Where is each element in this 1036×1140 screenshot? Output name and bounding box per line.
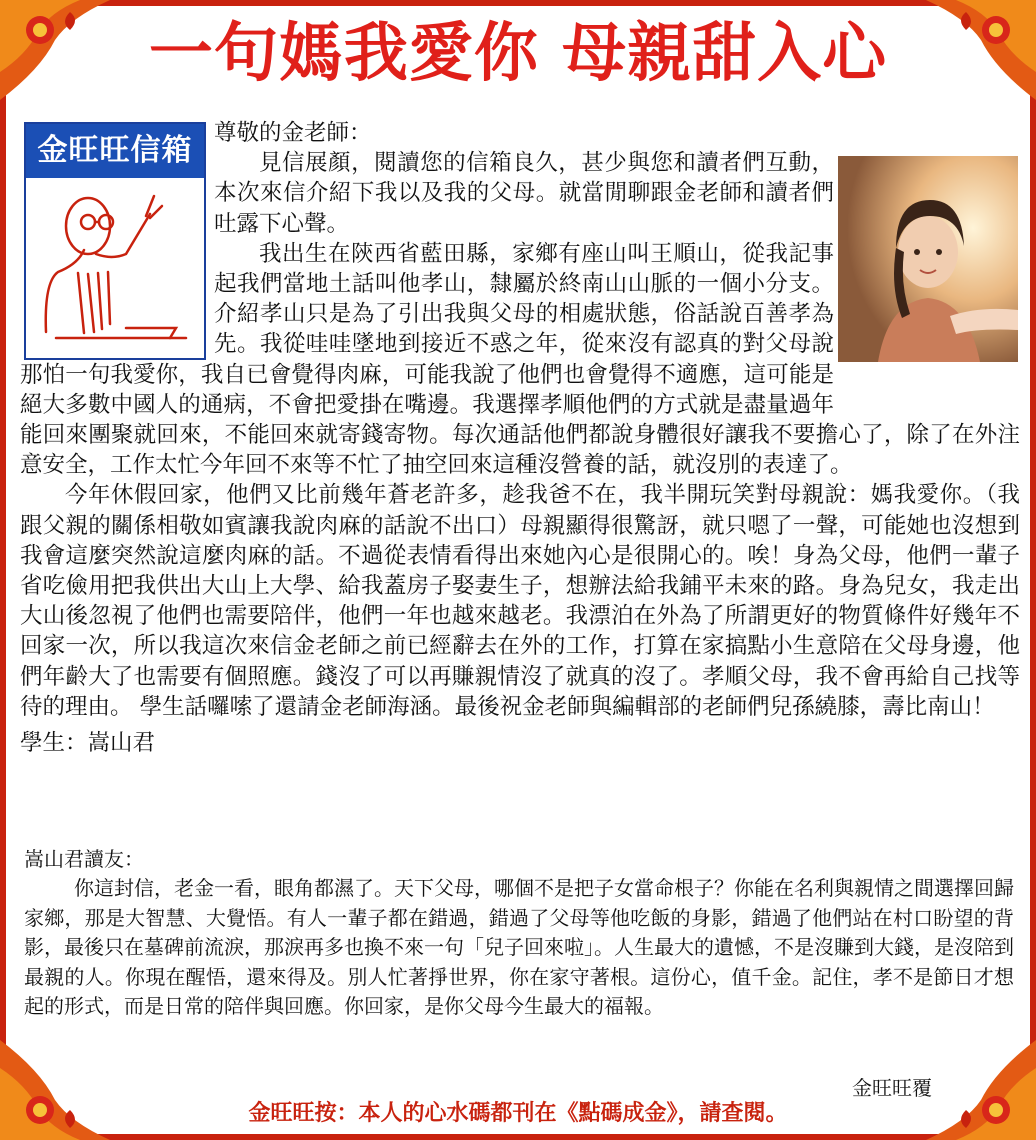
letter-paragraph: 見信展顏，閱讀您的信箱良久，甚少與您和讀者們互動，本次來信介紹下我以及我的父母。就當閒聊跟金老師和讀者們吐露下心聲。 [214, 150, 834, 237]
columnist-reply [24, 845, 1014, 1021]
letter-salutation: 尊敬的金老師： [214, 120, 372, 146]
headline: 一句媽我愛你 母親甜入心 [148, 17, 888, 91]
footer-note: 金旺旺按：本人的心水碼都刊在《點碼成金》，請查閱。 [248, 1101, 788, 1126]
reply-salutation: 嵩山君讀友： [24, 847, 144, 871]
letter-signature: 學生：嵩山君 [20, 730, 156, 757]
letter-paragraph: 我出生在陝西省藍田縣，家鄉有座山叫王順山，從我記事起我們當地土話叫他孝山，隸屬於終南山山脈的一個小分支。介紹孝山只是為了引出我與父母的相處狀態，俗話說百善孝為先。我從哇哇墜地到接近不惑之年，從來沒有認真的對父母說那怕一句我愛你，我自已會覺得肉麻，可能我說了他們也會覺得不適應，這可能是絕大多數中國人的通病，不會把愛掛在嘴邊。我選擇孝順他們的方式就是盡量過年能回來團聚就回來，不能回來就寄錢寄物。每次通話他們都說身體很好讓我不要擔心了，除了在外注意安全，工作太忙今年回不來等不忙了抽空回來這種沒營養的話，就沒別的表達了。 [20, 240, 1020, 479]
reply-body: 你這封信，老金一看，眼角都濕了。天下父母，哪個不是把子女當命根子？你能在名利與親情之間選擇回歸家鄉，那是大智慧、大覺悟。有人一輩子都在錯過，錯過了父母等他吃飯的身影，錯過了他們站在村口盼望的背影，最後只在墓碑前流淚，那淚再多也換不來一句「兒子回來啦」。人生最大的遺憾，不是沒賺到大錢，是沒陪到最親的人。你現在醒悟，還來得及。別人忙著掙世界，你在家守著根。這份心，值千金。記住，孝不是節日才想起的形式，而是日常的陪伴與回應。你回家，是你父母今生最大的福報。 [24, 876, 1014, 1019]
mailbox-title: 金旺旺信箱 [26, 124, 204, 178]
letter-paragraph: 今年休假回家，他們又比前幾年蒼老許多，趁我爸不在，我半開玩笑對母親說：媽我愛你。（我跟父親的關係相敬如賓讓我說肉麻的話說不出口）母親顯得很驚訝，就只嗯了一聲，可能她也沒想到我會這麼突然說這麼肉麻的話。不過從表情看得出來她內心是很開心的。唉！身為父母，他們一輩子省吃儉用把我供出大山上大學、給我蓋房子娶妻生子，想辦法給我鋪平未來的路。身為兒女，我走出大山後忽視了他們也需要陪伴，他們一年也越來越老。我漂泊在外為了所謂更好的物質條件好幾年不回家一次，所以我這次來信金老師之前已經辭去在外的工作，打算在家搞點小生意陪在父母身邊，他們年齡大了也需要有個照應。錢沒了可以再賺親情沒了就真的沒了。孝順父母，我不會再給自己找等待的理由。 學生話囉嗦了還請金老師海涵。最後祝金老師與編輯部的老師們兒孫繞膝，壽比南山！ [20, 482, 1020, 720]
reply-signature: 金旺旺覆 [852, 1076, 932, 1100]
reader-letter [20, 118, 1020, 758]
